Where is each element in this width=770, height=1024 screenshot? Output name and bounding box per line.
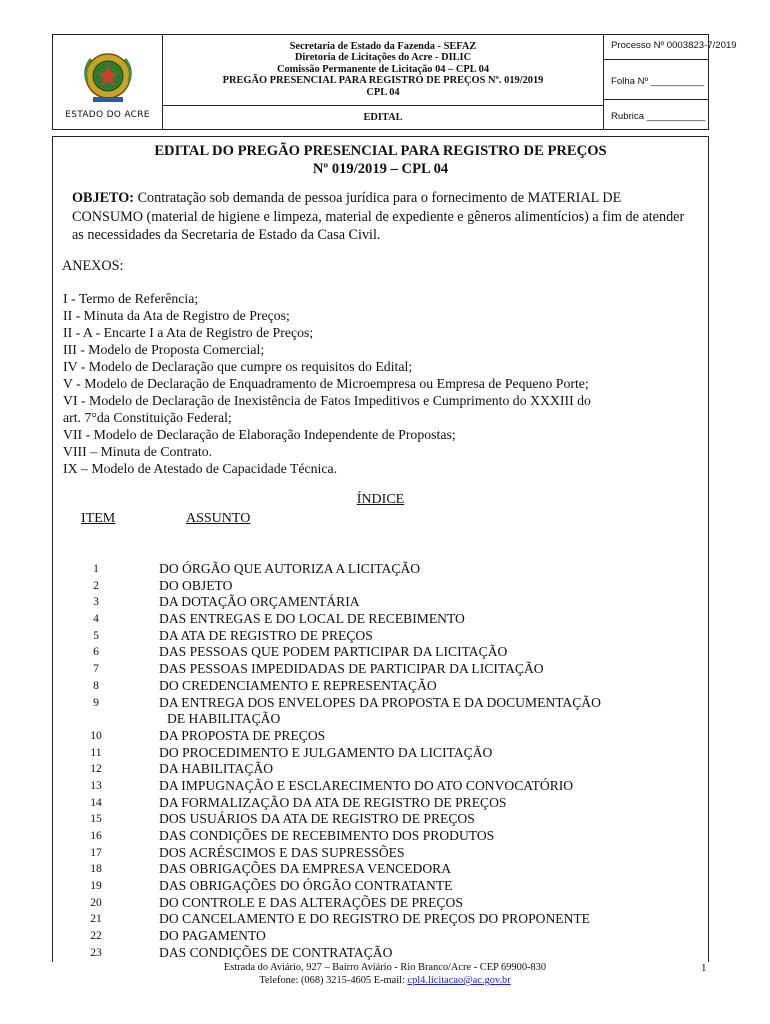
anexo-item: II - Minuta da Ata de Registro de Preços; — [63, 308, 290, 323]
index-row-subject: DAS CONDIÇÕES DE RECEBIMENTO DOS PRODUTOS — [159, 828, 495, 844]
anexo-item: IX – Modelo de Atestado de Capacidade Técnica. — [63, 461, 338, 476]
footer-contact: Telefone: (068) 3215-4605 E-mail: cpl4.licitacao@ac.gov.br — [259, 975, 511, 986]
index-row-subject: DA PROPOSTA DE PREÇOS — [159, 727, 326, 743]
anexo-item: II - A - Encarte I a Ata de Registro de Preços; — [63, 325, 314, 340]
index-title: ÍNDICE — [356, 492, 405, 507]
index-row — [53, 828, 710, 845]
header-line: Diretoria de Licitações do Acre - DILIC — [294, 52, 472, 64]
index-row-number: 16 — [90, 829, 102, 843]
index-row — [53, 778, 710, 795]
index-row-number: 15 — [90, 812, 102, 826]
index-row — [53, 695, 710, 728]
anexo-item: I - Termo de Referência; — [63, 291, 199, 306]
index-row — [53, 945, 710, 962]
index-row-subject: DA HABILITAÇÃO — [159, 761, 274, 777]
processo-number: Processo Nº 0003823-7/2019 — [611, 40, 737, 51]
objeto-text: Contratação sob demanda de pessoa jurídica para o fornecimento de MATERIAL DE CONSUMO (material de higiene e limpeza, material de expediente e gêneros alimentícios) a fim de atender as necessidades da Secretaria de Estado da Casa Civil. — [72, 190, 685, 244]
index-row — [53, 578, 710, 595]
index-row — [53, 861, 710, 878]
page-footer — [0, 961, 770, 987]
index-row-subject: DA DOTAÇÃO ORÇAMENTÁRIA — [159, 594, 360, 610]
index-row-subject: DO CREDENCIAMENTO E REPRESENTAÇÃO — [159, 677, 437, 693]
header-line: Comissão Permanente de Licitação 04 – CPL 04 — [276, 63, 490, 75]
index-row-subject: DA IMPUGNAÇÃO E ESCLARECIMENTO DO ATO CONVOCATÓRIO — [159, 777, 574, 793]
index-row — [53, 661, 710, 678]
index-row-subject: DO PROCEDIMENTO E JULGAMENTO DA LICITAÇÃO — [159, 744, 493, 760]
index-row-number: 17 — [90, 845, 102, 859]
anexo-item: VIII – Minuta de Contrato. — [63, 444, 213, 459]
index-row-subject: DO ÓRGÃO QUE AUTORIZA A LICITAÇÃO — [159, 561, 421, 576]
index-row-subject: DAS CONDIÇÕES DE CONTRATAÇÃO — [159, 944, 393, 960]
page-title: EDITAL DO PREGÃO PRESENCIAL PARA REGISTRO DE PREÇOS Nº 019/2019 – CPL 04 — [154, 143, 607, 177]
index-row — [53, 761, 710, 778]
objeto-label: OBJETO: — [72, 190, 135, 206]
objeto-paragraph — [72, 189, 694, 245]
index-row — [53, 878, 710, 895]
anexo-item: art. 7°da Constituição Federal; — [63, 410, 232, 425]
index-row — [53, 678, 710, 695]
index-row-subject: DAS OBRIGAÇÕES DO ÓRGÃO CONTRATANTE — [159, 878, 453, 894]
index-row — [53, 895, 710, 912]
index-row-subject: DO PAGAMENTO — [159, 928, 266, 944]
email-link[interactable]: cpl4.licitacao@ac.gov.br — [407, 975, 511, 986]
index-row — [53, 561, 710, 578]
index-row-number: 19 — [90, 879, 102, 893]
index-row-number: 13 — [90, 778, 102, 792]
index-row-subject: DA ATA DE REGISTRO DE PREÇOS — [159, 627, 373, 643]
index-row-number: 10 — [90, 728, 102, 742]
index-row-number: 1 — [93, 562, 99, 575]
index-row — [53, 728, 710, 745]
index-row-number: 4 — [93, 612, 99, 626]
index-row — [53, 795, 710, 812]
anexo-item: VI - Modelo de Declaração de Inexistência de Fatos Impeditivos e Cumprimento do XXXIII do — [63, 393, 591, 408]
index-row — [53, 644, 710, 661]
index-row-number: 14 — [90, 795, 102, 809]
page-number: 1 — [701, 962, 707, 974]
index-row — [53, 611, 710, 628]
index-row-number: 9 — [93, 695, 99, 709]
index-row-number: 23 — [90, 945, 102, 959]
anexos-list — [63, 290, 703, 477]
index-row-subject: DA FORMALIZAÇÃO DA ATA DE REGISTRO DE PREÇOS — [159, 794, 507, 810]
index-row — [53, 928, 710, 945]
index-row-number: 11 — [90, 745, 102, 759]
index-row — [53, 628, 710, 645]
index-row-subject: DA ENTREGA DOS ENVELOPES DA PROPOSTA E DA DOCUMENTAÇÃO DE HABILITAÇÃO — [159, 694, 601, 727]
index-row-subject: DAS PESSOAS IMPEDIDADAS DE PARTICIPAR DA LICITAÇÃO — [159, 661, 544, 677]
index-col-item: ITEM — [81, 511, 116, 526]
index-row-number: 18 — [90, 862, 102, 876]
header-title-cell — [163, 35, 604, 129]
index-row-subject: DOS ACRÉSCIMOS E DAS SUPRESSÕES — [159, 844, 405, 860]
header-line: Secretaria de Estado da Fazenda - SEFAZ — [289, 41, 477, 52]
index-row-subject: DOS USUÁRIOS DA ATA DE REGISTRO DE PREÇOS — [159, 811, 475, 827]
index-row — [53, 911, 710, 928]
index-row-subject: DAS OBRIGAÇÕES DA EMPRESA VENCEDORA — [159, 861, 452, 877]
document-header — [52, 34, 737, 130]
index-row — [53, 811, 710, 828]
rubrica-field: Rubrica ___________ — [611, 111, 706, 122]
index-col-assunto: ASSUNTO — [186, 511, 251, 526]
anexos-heading: ANEXOS: — [62, 258, 124, 274]
header-meta-cell — [604, 35, 737, 129]
document-body — [52, 136, 709, 962]
index-row — [53, 594, 710, 611]
coat-of-arms-icon — [81, 49, 135, 105]
anexo-item: VII - Modelo de Declaração de Elaboração Independente de Propostas; — [63, 427, 456, 442]
anexo-item: V - Modelo de Declaração de Enquadramento de Microempresa ou Empresa de Pequeno Porte; — [63, 376, 589, 391]
header-line: CPL 04 — [366, 86, 400, 98]
index-row-number: 2 — [93, 578, 99, 592]
index-row-number: 8 — [93, 678, 99, 692]
index-row-subject: DO CANCELAMENTO E DO REGISTRO DE PREÇOS DO PROPONENTE — [159, 911, 590, 927]
index-row-number: 3 — [93, 595, 99, 609]
index-row-number: 21 — [90, 912, 102, 926]
index-row-subject: DAS ENTREGAS E DO LOCAL DE RECEBIMENTO — [159, 611, 465, 627]
header-line: PREGÃO PRESENCIAL PARA REGISTRO DE PREÇOS Nº. 019/2019 — [222, 75, 544, 87]
index-row-subject: DO OBJETO — [159, 577, 233, 593]
index-row — [53, 745, 710, 762]
index-row-subject: DO CONTROLE E DAS ALTERAÇÕES DE PREÇOS — [159, 894, 463, 910]
header-edital: EDITAL — [163, 105, 603, 123]
index-table — [53, 561, 710, 962]
index-row-number: 12 — [90, 762, 102, 776]
index-row — [53, 845, 710, 862]
index-row-number: 7 — [93, 662, 99, 676]
index-row-number: 22 — [90, 929, 102, 943]
anexo-item: III - Modelo de Proposta Comercial; — [63, 342, 265, 357]
index-row-number: 6 — [93, 645, 99, 659]
footer-address: Estrada do Aviário, 927 – Bairro Aviário - Rio Branco/Acre - CEP 69900-830 — [223, 962, 547, 973]
state-name: ESTADO DO ACRE — [65, 110, 150, 120]
index-row-number: 20 — [90, 895, 102, 909]
index-row-number: 5 — [93, 628, 99, 642]
folha-field: Folha Nº __________ — [611, 76, 705, 87]
anexo-item: IV - Modelo de Declaração que cumpre os requisitos do Edital; — [63, 359, 413, 374]
index-row-subject: DAS PESSOAS QUE PODEM PARTICIPAR DA LICITAÇÃO — [159, 644, 508, 660]
logo-cell — [53, 35, 163, 129]
